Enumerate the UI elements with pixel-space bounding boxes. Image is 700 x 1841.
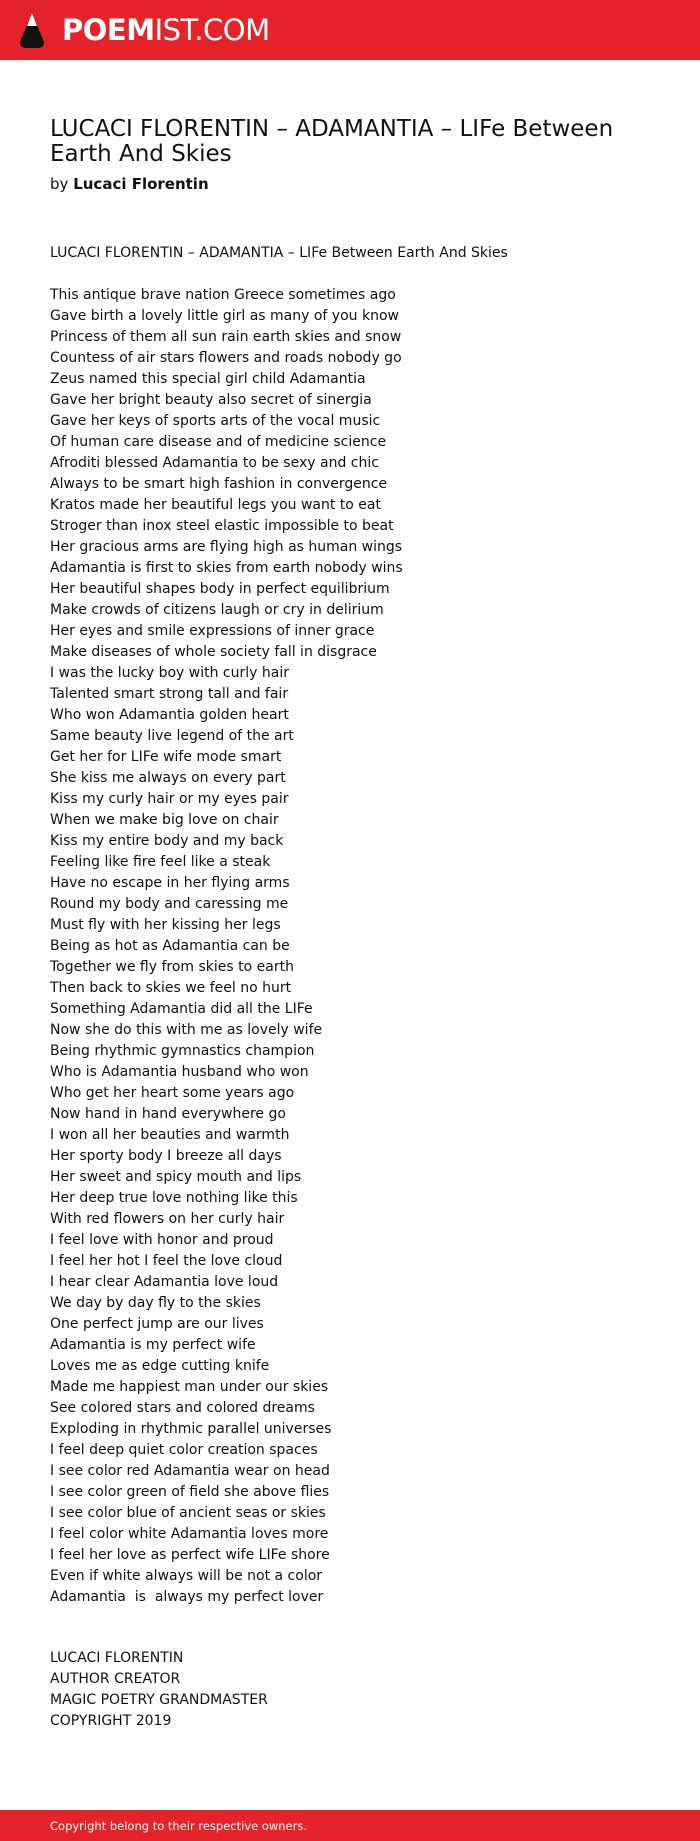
poem-line: Stroger than inox steel elastic impossible to beat — [50, 518, 394, 534]
poem-line: One perfect jump are our lives — [50, 1316, 264, 1332]
signature-line: LUCACI FLORENTIN — [50, 1650, 184, 1666]
poem-line: Something Adamantia did all the LIFe — [50, 1001, 313, 1017]
poem-line: Then back to skies we feel no hurt — [50, 980, 292, 996]
byline — [50, 173, 209, 195]
footer-bar — [0, 1810, 700, 1841]
poem-line: Together we fly from skies to earth — [50, 959, 294, 975]
poem-line: Gave her keys of sports arts of the vocal music — [50, 413, 381, 429]
poem-line: Have no escape in her flying arms — [50, 875, 290, 891]
poem-line: Must fly with her kissing her legs — [50, 917, 281, 933]
poem-line: Always to be smart high fashion in convergence — [50, 476, 388, 492]
poem-line: Feeling like fire feel like a steak — [50, 854, 271, 870]
poem-line: Adamantia is my perfect wife — [50, 1337, 256, 1353]
site-logo-text — [62, 13, 270, 47]
poem-line: Her gracious arms are flying high as human wings — [50, 539, 403, 555]
poem-line: She kiss me always on every part — [50, 770, 286, 786]
poem-line: Who get her heart some years ago — [50, 1085, 295, 1101]
poem-line: I see color blue of ancient seas or skies — [50, 1505, 326, 1521]
poem-line: I see color green of field she above flies — [50, 1484, 330, 1500]
signature-line: MAGIC POETRY GRANDMASTER — [50, 1692, 268, 1708]
poem-line: Now she do this with me as lovely wife — [50, 1022, 323, 1038]
poem-line: Adamantia is first to skies from earth nobody wins — [50, 560, 403, 576]
poem-line: I feel love with honor and proud — [50, 1232, 274, 1248]
poem-line: Round my body and caressing me — [50, 896, 289, 912]
site-logo-link[interactable] — [0, 0, 270, 60]
poem-line: I was the lucky boy with curly hair — [50, 665, 289, 681]
poem-line: Exploding in rhythmic parallel universes — [50, 1421, 332, 1437]
poem-line: Of human care disease and of medicine science — [50, 434, 387, 450]
poem-line: Kiss my curly hair or my eyes pair — [50, 791, 289, 807]
poem-line: Countess of air stars flowers and roads nobody go — [50, 350, 402, 366]
poem-line: I hear clear Adamantia love loud — [50, 1274, 279, 1290]
logo-text-strong: POEM — [62, 13, 155, 47]
poem-line: I won all her beauties and warmth — [50, 1127, 290, 1143]
signature-line: COPYRIGHT 2019 — [50, 1713, 172, 1729]
byline-prefix: by — [50, 175, 69, 193]
poem-line: Who is Adamantia husband who won — [50, 1064, 309, 1080]
poem-line: When we make big love on chair — [50, 812, 279, 828]
poem-line: Afroditi blessed Adamantia to be sexy and chic — [50, 455, 379, 471]
poem-line: We day by day fly to the skies — [50, 1295, 261, 1311]
poem-title: LUCACI FLORENTIN – ADAMANTIA – LIFe Between Earth And Skies — [50, 116, 614, 167]
poem-line: I feel her hot I feel the love cloud — [50, 1253, 283, 1269]
poem-line: Her deep true love nothing like this — [50, 1190, 298, 1206]
poem-line: Gave her bright beauty also secret of sinergia — [50, 392, 372, 408]
poem-line: Get her for LIFe wife mode smart — [50, 749, 282, 765]
signature-line: AUTHOR CREATOR — [50, 1671, 181, 1687]
poem-line: Talented smart strong tall and fair — [50, 686, 289, 702]
poem-line: Who won Adamantia golden heart — [50, 707, 289, 723]
poem-line: I feel color white Adamantia loves more — [50, 1526, 329, 1542]
poem-line: Loves me as edge cutting knife — [50, 1358, 270, 1374]
poem-line: I feel deep quiet color creation spaces — [50, 1442, 318, 1458]
poem-line: Her eyes and smile expressions of inner grace — [50, 623, 375, 639]
poem-line: With red flowers on her curly hair — [50, 1211, 285, 1227]
poem-line: See colored stars and colored dreams — [50, 1400, 315, 1416]
author-link[interactable]: Lucaci Florentin — [73, 175, 209, 193]
poem-line: I see color red Adamantia wear on head — [50, 1463, 330, 1479]
poem-line: Kratos made her beautiful legs you want to eat — [50, 497, 381, 513]
logo-text-light: IST.COM — [154, 13, 270, 47]
poem-line: Being as hot as Adamantia can be — [50, 938, 290, 954]
poem-line: Make diseases of whole society fall in disgrace — [50, 644, 377, 660]
poem-line: Her beautiful shapes body in perfect equilibrium — [50, 581, 390, 597]
poem-line: Gave birth a lovely little girl as many of you know — [50, 308, 399, 324]
poem-line: Made me happiest man under our skies — [50, 1379, 329, 1395]
poem-line: Now hand in hand everywhere go — [50, 1106, 286, 1122]
poem-line: Kiss my entire body and my back — [50, 833, 284, 849]
poem-line: Her sporty body I breeze all days — [50, 1148, 282, 1164]
poem-line: Make crowds of citizens laugh or cry in delirium — [50, 602, 384, 618]
poem-line: Zeus named this special girl child Adamantia — [50, 371, 366, 387]
poem-line: Same beauty live legend of the art — [50, 728, 294, 744]
poem-line: Princess of them all sun rain earth skies and snow — [50, 329, 402, 345]
top-bar — [0, 0, 700, 60]
poem-line: This antique brave nation Greece sometimes ago — [50, 287, 396, 303]
poem-heading: LUCACI FLORENTIN – ADAMANTIA – LIFe Between Earth And Skies — [50, 245, 508, 261]
poem-line: Even if white always will be not a color — [50, 1568, 323, 1584]
pencil-tip-icon — [18, 12, 46, 50]
poem-line: I feel her love as perfect wife LIFe shore — [50, 1547, 330, 1563]
poem-line: Her sweet and spicy mouth and lips — [50, 1169, 302, 1185]
poem-body — [50, 285, 403, 1608]
poem-signature — [50, 1648, 268, 1732]
poem-line: Adamantia is always my perfect lover — [50, 1589, 324, 1605]
footer-copyright: Copyright belong to their respective owners. — [50, 1819, 308, 1833]
poem-line: Being rhythmic gymnastics champion — [50, 1043, 315, 1059]
